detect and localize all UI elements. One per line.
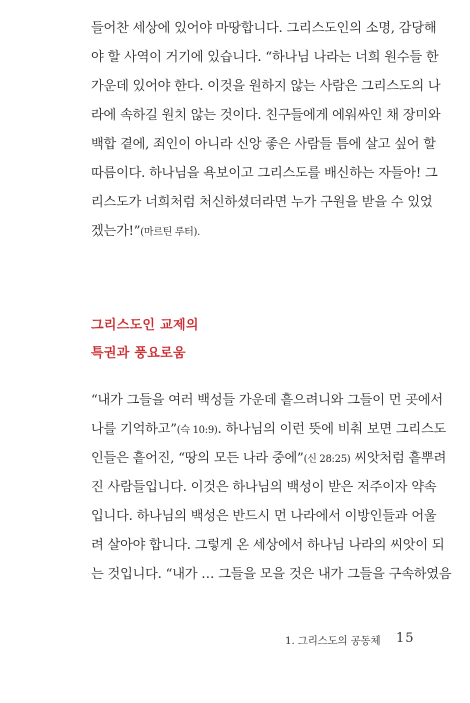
text-fragment: 나를 기억하고” [91, 422, 177, 437]
page-number: 15 [396, 631, 415, 646]
text-line: 진 사람들입니다. 이것은 하나님의 백성이 받은 저주이자 약속 [91, 480, 437, 495]
chapter-title: 1. 그리스도의 공동체 [285, 635, 381, 647]
citation: (마르틴 루터). [140, 227, 201, 238]
section-heading [91, 312, 391, 368]
text-line: 라에 속하길 원치 않는 것이다. 친구들에게 에워싸인 채 장미와 [91, 108, 441, 123]
scripture-reference: (슥 10:9) [176, 425, 218, 436]
text-fragment: 인들은 흩어진, “땅의 모든 나라 중에” [91, 451, 304, 466]
text-line: 리스도가 너희처럼 처신하셨더라면 누가 구원을 받을 수 있었 [91, 195, 433, 210]
scripture-reference: (신 28:25) [303, 454, 351, 465]
text-line: 는 것입니다. “내가 … 그들을 모을 것은 내가 그들을 구속하였음 [91, 567, 452, 582]
text-fragment: 씨앗처럼 흩뿌려 [350, 451, 447, 466]
text-line: 백합 곁에, 죄인이 아니라 신앙 좋은 사람들 틈에 살고 싶어 할 [91, 137, 436, 152]
page-footer [255, 631, 420, 651]
text-line: “내가 그들을 여러 백성들 가운데 흩으려니와 그들이 먼 곳에서 [91, 393, 443, 408]
text-line [91, 444, 447, 473]
text-line-last [91, 217, 391, 246]
body-paragraph-2 [91, 386, 452, 589]
body-paragraph-1 [91, 14, 441, 246]
quote-end: 겠는가!” [91, 224, 141, 239]
text-line [91, 415, 447, 444]
text-line: 따름이다. 하나님을 욕보이고 그리스도를 배신하는 자들아! 그 [91, 166, 438, 181]
text-line: 가운데 있어야 한다. 이것을 원하지 않는 사람은 그리스도의 나 [91, 79, 441, 94]
text-line: 들어찬 세상에 있어야 마땅합니다. 그리스도인의 소명, 감당해 [91, 21, 437, 36]
text-fragment: . 하나님의 이런 뜻에 비춰 보면 그리스도 [217, 422, 447, 437]
section-heading-line-1: 그리스도인 교제의 [91, 318, 199, 333]
text-line: 입니다. 하나님의 백성은 반드시 먼 나라에서 이방인들과 어울 [91, 509, 437, 524]
section-heading-line-2: 특권과 풍요로움 [91, 346, 186, 361]
text-line: 야 할 사역이 거기에 있습니다. “하나님 나라는 너희 원수들 한 [91, 50, 439, 65]
text-line: 려 살아야 합니다. 그렇게 온 세상에서 하나님 나라의 씨앗이 되 [91, 538, 445, 553]
